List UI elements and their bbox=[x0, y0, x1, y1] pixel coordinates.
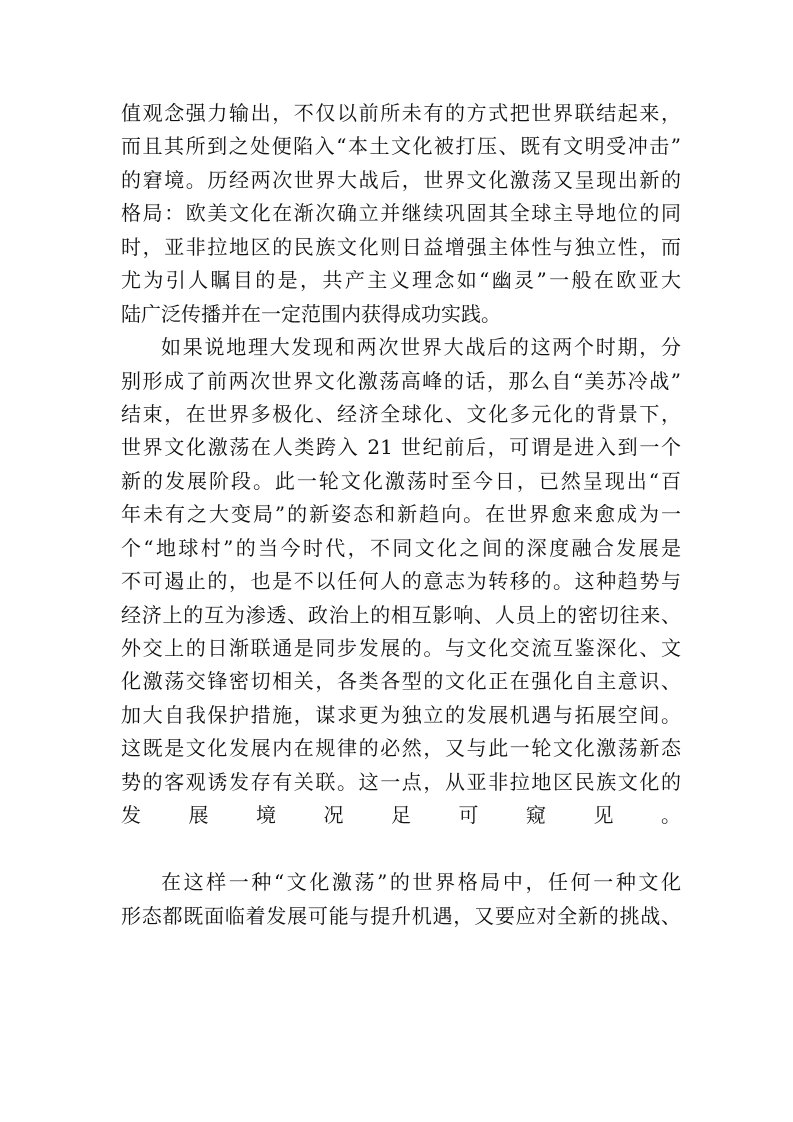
text-line: 格局：欧美文化在渐次确立并继续巩固其全球主导地位的同 bbox=[121, 201, 681, 226]
text-line: 年未有之大变局”的新姿态和新趋向。在世界愈来愈成为一 bbox=[121, 502, 681, 527]
text-line: 而且其所到之处便陷入“本土文化被打压、既有文明受冲击” bbox=[121, 134, 681, 159]
paragraph-3 bbox=[121, 866, 681, 933]
paragraph-1 bbox=[121, 97, 681, 331]
text-line: 在这样一种“文化激荡”的世界格局中，任何一种文化 bbox=[161, 870, 681, 895]
text-line bbox=[121, 833, 681, 866]
text-line: 外交上的日渐联通是同步发展的。与文化交流互鉴深化、文 bbox=[121, 636, 681, 660]
text-line: 如果说地理大发现和两次世界大战后的这两个时期，分 bbox=[161, 335, 681, 360]
text-line: 不可遏止的，也是不以任何人的意志为转移的。这种趋势与 bbox=[121, 569, 681, 594]
text-line: 结束，在世界多极化、经济全球化、文化多元化的背景下， bbox=[121, 401, 681, 426]
text-line: 经济上的互为渗透、政治上的相互影响、人员上的密切往来、 bbox=[121, 602, 681, 627]
text-line: 尤为引人瞩目的是，共产主义理念如“幽灵”一般在欧亚大 bbox=[121, 268, 681, 293]
text-line: 这既是文化发展内在规律的必然，又与此一轮文化激荡新态 bbox=[121, 736, 681, 761]
text-line: 时，亚非拉地区的民族文化则日益增强主体性与独立性，而 bbox=[121, 234, 681, 259]
text-line: 个“地球村”的当今时代，不同文化之间的深度融合发展是 bbox=[121, 535, 681, 560]
text-line: 别形成了前两次世界文化激荡高峰的话，那么自“美苏冷战” bbox=[121, 368, 681, 393]
text-line: 世界文化激荡在人类跨入 21 世纪前后，可谓是进入到一个 bbox=[121, 435, 681, 460]
text-line: 陆广泛传播并在一定范围内获得成功实践。 bbox=[121, 301, 501, 326]
text-line: 形态都既面临着发展可能与提升机遇，又要应对全新的挑战、 bbox=[121, 903, 681, 928]
text-line: 新的发展阶段。此一轮文化激荡时至今日，已然呈现出“百 bbox=[121, 468, 681, 493]
paragraph-2 bbox=[121, 331, 681, 866]
text-line: 化激荡交锋密切相关，各类各型的文化正在强化自主意识、 bbox=[121, 669, 681, 694]
text-line: 发展境况足可窥见。 bbox=[121, 803, 681, 828]
text-line: 势的客观诱发存有关联。这一点，从亚非拉地区民族文化的 bbox=[121, 769, 681, 794]
body-text bbox=[121, 97, 681, 933]
text-line: 的窘境。历经两次世界大战后，世界文化激荡又呈现出新的 bbox=[121, 167, 681, 192]
text-line: 值观念强力输出，不仅以前所未有的方式把世界联结起来， bbox=[121, 101, 681, 125]
text-line: 加大自我保护措施，谋求更为独立的发展机遇与拓展空间。 bbox=[121, 702, 681, 727]
